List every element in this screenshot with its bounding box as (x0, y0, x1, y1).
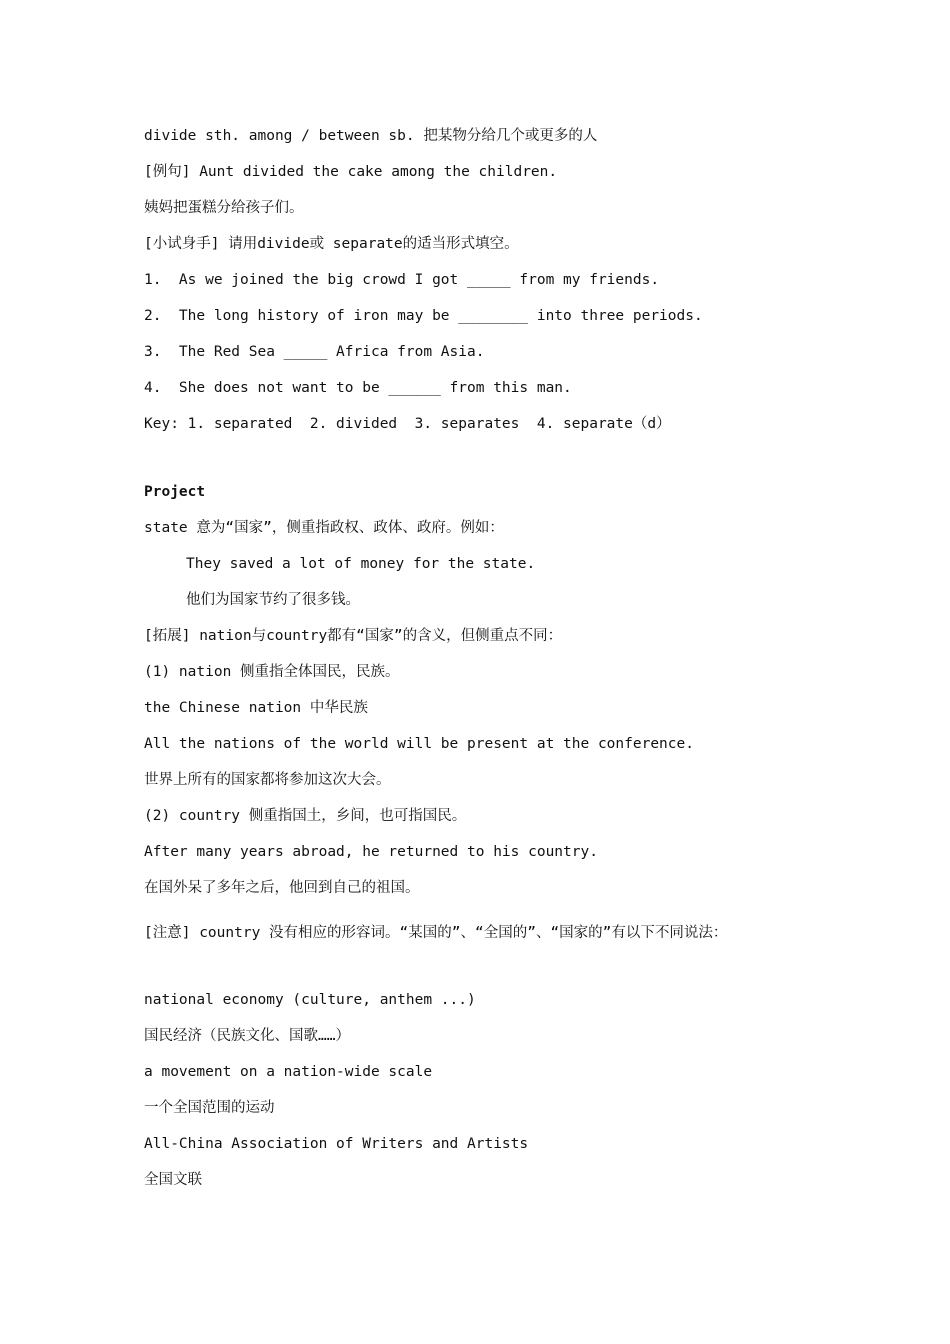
text-line: divide sth. among / between sb. 把某物分给几个或更多的人 (144, 128, 598, 144)
text-line: (1) nation 侧重指全体国民，民族。 (144, 664, 400, 680)
section-heading: Project (144, 484, 206, 500)
extension-note: [拓展] nation与country都有“国家”的含义，但侧重点不同： (144, 628, 563, 644)
text-line: 国民经济（民族文化、国歌……） (144, 1028, 350, 1044)
text-line: After many years abroad, he returned to his country. (144, 844, 598, 860)
example-sentence: They saved a lot of money for the state. (186, 556, 536, 572)
text-line: national economy (culture, anthem ...) (144, 992, 476, 1008)
exercise-instruction: [小试身手] 请用divide或 separate的适当形式填空。 (144, 236, 519, 252)
text-line: All-China Association of Writers and Artists (144, 1136, 529, 1152)
answer-key: Key: 1. separated 2. divided 3. separates 4. separate（d） (144, 416, 671, 432)
example-sentence: [例句] Aunt divided the cake among the children. (144, 164, 558, 180)
document-page (144, 125, 824, 1205)
exercise-item: 2. The long history of iron may be ________ into three periods. (144, 308, 703, 324)
exercise-item: 1. As we joined the big crowd I got _____ from my friends. (144, 272, 660, 288)
example-translation: 姨妈把蛋糕分给孩子们。 (144, 200, 304, 216)
text-line: All the nations of the world will be present at the conference. (144, 736, 694, 752)
caution-note: [注意] country 没有相应的形容词。“某国的”、“全国的”、“国家的”有以下不同说法： (144, 925, 728, 941)
text-line: 一个全国范围的运动 (144, 1100, 275, 1116)
text-line: (2) country 侧重指国土，乡间，也可指国民。 (144, 808, 467, 824)
text-line: 在国外呆了多年之后，他回到自己的祖国。 (144, 880, 420, 896)
text-line: 世界上所有的国家都将参加这次大会。 (144, 772, 391, 788)
text-line: a movement on a nation-wide scale (144, 1064, 433, 1080)
spacer (144, 449, 824, 481)
exercise-item: 4. She does not want to be ______ from this man. (144, 380, 572, 396)
example-translation: 他们为国家节约了很多钱。 (186, 592, 360, 608)
definition-line: state 意为“国家”，侧重指政权、政体、政府。例如： (144, 520, 504, 536)
text-line: 全国文联 (144, 1172, 202, 1188)
exercise-item: 3. The Red Sea _____ Africa from Asia. (144, 344, 485, 360)
text-line: the Chinese nation 中华民族 (144, 700, 368, 716)
